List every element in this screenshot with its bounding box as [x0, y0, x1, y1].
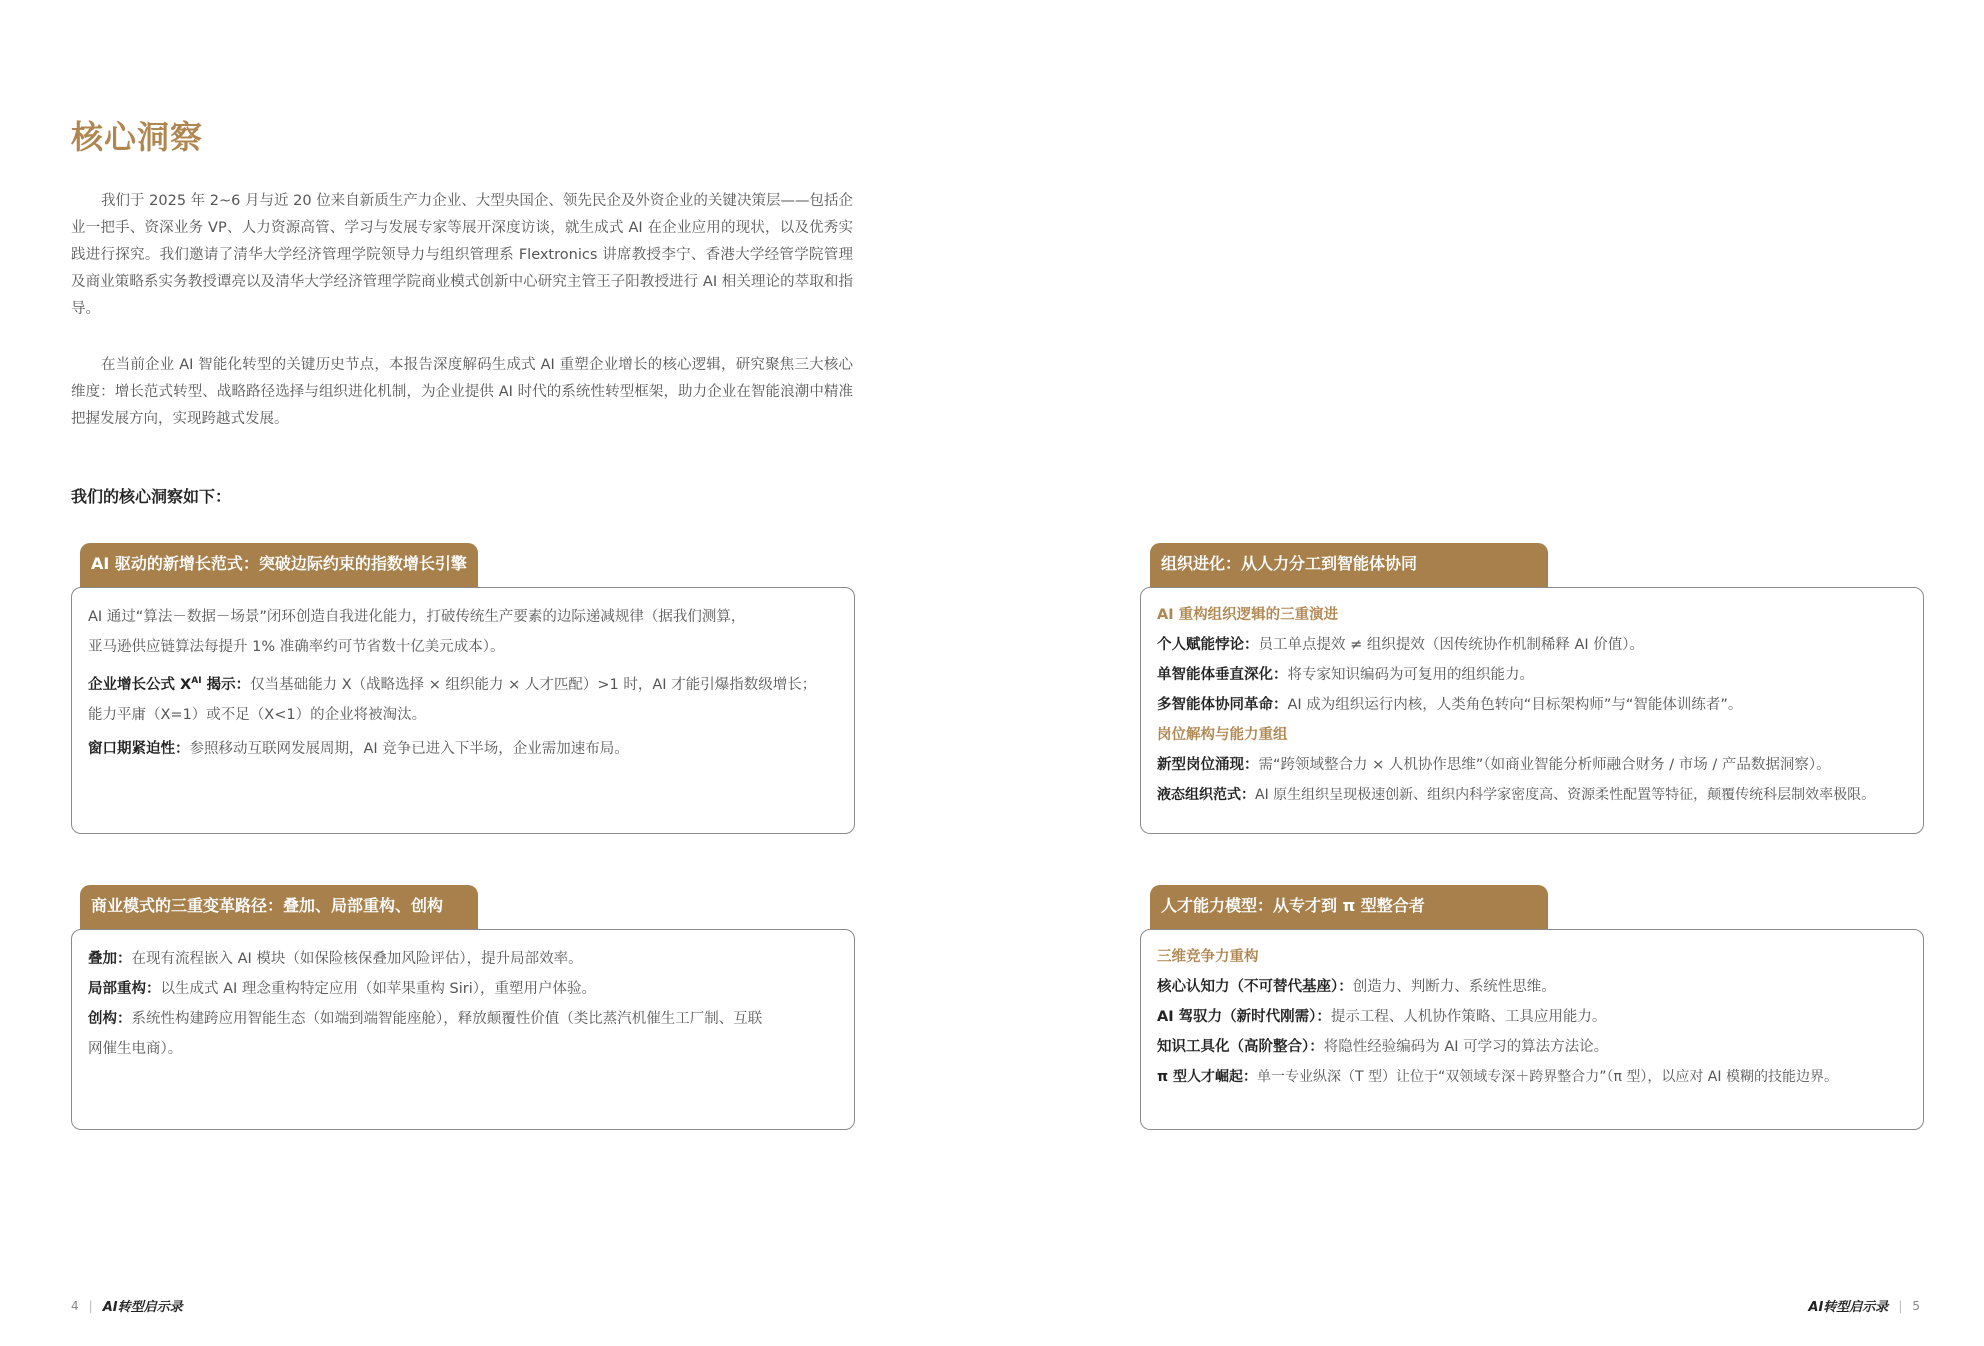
- card4-label-1: 核心认知力（不可替代基座）：: [1157, 979, 1353, 995]
- card3-label-3: 多智能体协同革命：: [1157, 697, 1288, 713]
- card2-text-3: 系统性构建跨应用智能生态（如端到端智能座舱），释放颠覆性价值（类比蒸汽机催生工厂制、互联: [131, 1011, 763, 1027]
- card3-text-1: 员工单点提效 ≠ 组织提效（因传统协作机制稀释 AI 价值）。: [1258, 637, 1645, 653]
- card2-tab: 商业模式的三重变革路径：叠加、局部重构、创构: [80, 885, 478, 929]
- card4-text-4: 单一专业纵深（T 型）让位于“双领域专深＋跨界整合力”（π 型），以应对 AI 模糊的技能边界。: [1256, 1069, 1838, 1085]
- card2-line: [88, 1004, 838, 1034]
- card-growth-paradigm: [71, 587, 855, 834]
- card3-line: [1157, 780, 1907, 810]
- card-business-model: [71, 929, 855, 1130]
- footer-logo-left: AI转型启示录: [102, 1300, 183, 1315]
- card2-text-3b: 网催生电商）。: [88, 1041, 183, 1057]
- card3-label-5: 液态组织范式：: [1157, 787, 1255, 803]
- card1-line: [88, 666, 838, 700]
- card3-tab: 组织进化：从人力分工到智能体协同: [1150, 543, 1548, 587]
- card4-line: [1157, 1032, 1907, 1062]
- card1-text-2: 仅当基础能力 X（战略选择 × 组织能力 × 人才匹配）>1 时，AI 才能引爆指数级增长；: [250, 676, 817, 693]
- footer-logo-right: AI转型启示录: [1808, 1300, 1889, 1315]
- card4-label-2: AI 驾驭力（新时代刚需）：: [1157, 1009, 1331, 1025]
- card3-label-2: 单智能体垂直深化：: [1157, 667, 1288, 683]
- card4-subheading-1: 三维竞争力重构: [1157, 949, 1259, 965]
- card1-line: [88, 602, 838, 632]
- footer-divider: |: [1898, 1298, 1903, 1313]
- card3-line: [1157, 660, 1907, 690]
- card1-text-3: 参照移动互联网发展周期，AI 竞争已进入下半场，企业需加速布局。: [189, 740, 629, 757]
- card2-label-3: 创构：: [88, 1011, 132, 1027]
- card4-line: [1157, 972, 1907, 1002]
- card1-line: [88, 700, 838, 730]
- card1-text-1b: 亚马逊供应链算法每提升 1% 准确率约可节省数十亿美元成本）。: [88, 639, 505, 655]
- footer-right: [1808, 1296, 1920, 1315]
- card3-subheading-1: AI 重构组织逻辑的三重演进: [1157, 607, 1339, 623]
- card1-line: [88, 632, 838, 662]
- card-talent-model: [1140, 929, 1924, 1130]
- intro-paragraph-1: 我们于 2025 年 2~6 月与近 20 位来自新质生产力企业、大型央国企、领先民企及外资企业的关键决策层——包括企业一把手、资深业务 VP、人力资源高管、学习与发展专家等展开深度访谈，就生成式 AI 在企业应用的现状，以及优秀实践进行探究。我们邀请了清华大学经济管理学院领导力与组织管理系 Flextronics 讲席教授李宁、香港大学经管学院管理及商业策略系实务教授谭亮以及清华大学经济管理学院商业模式创新中心研究主管王子阳教授进行 AI 相关理论的萃取和指导。: [71, 193, 853, 317]
- card4-tab: 人才能力模型：从专才到 π 型整合者: [1150, 885, 1548, 929]
- card1-text-2b: 能力平庸（X=1）或不足（X<1）的企业将被淘汰。: [88, 706, 427, 723]
- card4-line: [1157, 1062, 1907, 1092]
- card2-label-1: 叠加：: [88, 951, 132, 967]
- card4-text-3: 将隐性经验编码为 AI 可学习的算法方法论。: [1323, 1039, 1609, 1055]
- card3-line: [1157, 690, 1907, 720]
- card1-tab: AI 驱动的新增长范式：突破边际约束的指数增长引擎: [80, 543, 478, 587]
- card3-text-3: AI 成为组织运行内核，人类角色转向“目标架构师”与“智能体训练者”。: [1287, 697, 1743, 713]
- card3-text-2: 将专家知识编码为可复用的组织能力。: [1287, 667, 1534, 683]
- card1-label-2: 企业增长公式 $X^{AI}$ 揭示：: [88, 676, 251, 693]
- footer-left: [71, 1296, 183, 1315]
- card3-subheading-2: 岗位解构与能力重组: [1157, 727, 1288, 743]
- card2-line: [88, 944, 838, 974]
- card3-line: [1157, 750, 1907, 780]
- footer-divider: |: [88, 1298, 93, 1313]
- card4-line: [1157, 1002, 1907, 1032]
- card1-label-3: 窗口期紧迫性：: [88, 740, 190, 757]
- card2-text-2: 以生成式 AI 理念重构特定应用（如苹果重构 Siri），重塑用户体验。: [160, 981, 596, 997]
- card3-text-5: AI 原生组织呈现极速创新、组织内科学家密度高、资源柔性配置等特征，颠覆传统科层制效率极限。: [1255, 787, 1876, 803]
- card3-line: [1157, 630, 1907, 660]
- card4-text-2: 提示工程、人机协作策略、工具应用能力。: [1330, 1009, 1607, 1025]
- insights-heading: 我们的核心洞察如下：: [71, 487, 232, 506]
- card3-label-4: 新型岗位涌现：: [1157, 757, 1259, 773]
- card3-text-4: 需“跨领域整合力 × 人机协作思维”（如商业智能分析师融合财务 / 市场 / 产品数据洞察）。: [1258, 757, 1831, 773]
- page-number-left: 4: [71, 1298, 79, 1313]
- page-title: 核心洞察: [71, 118, 204, 156]
- card1-line: [88, 734, 838, 764]
- card4-label-3: 知识工具化（高阶整合）：: [1157, 1039, 1324, 1055]
- card4-text-1: 创造力、判断力、系统性思维。: [1352, 979, 1556, 995]
- card2-label-2: 局部重构：: [88, 981, 161, 997]
- card4-label-4: π 型人才崛起：: [1157, 1069, 1257, 1085]
- card2-line: [88, 974, 838, 1004]
- card1-text-1: AI 通过“算法－数据－场景”闭环创造自我进化能力，打破传统生产要素的边际递减规律（据我们测算，: [88, 609, 746, 625]
- page-number-right: 5: [1912, 1298, 1920, 1313]
- card2-text-1: 在现有流程嵌入 AI 模块（如保险核保叠加风险评估），提升局部效率。: [131, 951, 583, 967]
- intro-paragraph-2: 在当前企业 AI 智能化转型的关键历史节点，本报告深度解码生成式 AI 重塑企业增长的核心逻辑，研究聚焦三大核心维度：增长范式转型、战略路径选择与组织进化机制，为企业提供 AI 时代的系统性转型框架，助力企业在智能浪潮中精准把握发展方向，实现跨越式发展。: [71, 357, 853, 427]
- card-org-evolution: [1140, 587, 1924, 834]
- card3-label-1: 个人赋能悖论：: [1157, 637, 1259, 653]
- card2-line: [88, 1034, 838, 1064]
